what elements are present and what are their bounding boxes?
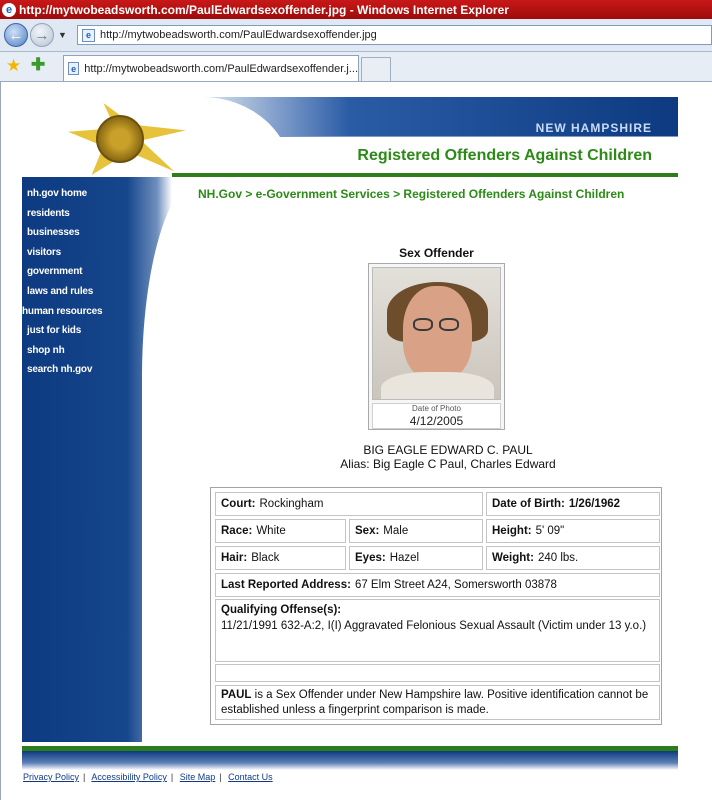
forward-button[interactable]: → (30, 23, 54, 47)
disclaimer-text: is a Sex Offender under New Hampshire law. Positive identification cannot be established unless a fingerprint comparison is made. (221, 689, 649, 716)
sex-cell (349, 519, 483, 543)
window-title: http://mytwobeadsworth.com/PaulEdwardsexoffender.jpg - Windows Internet Explorer (19, 2, 509, 17)
footer-link-accessibility[interactable]: Accessibility Policy (91, 772, 167, 782)
race-value: White (256, 525, 286, 537)
footer-separator: | (219, 772, 222, 782)
new-tab-button[interactable] (361, 57, 391, 81)
offender-info-table (210, 487, 662, 725)
header-divider (172, 173, 678, 177)
offender-name: BIG EAGLE EDWARD C. PAUL (363, 443, 533, 457)
sidebar-item-human-resources[interactable]: human resources (22, 305, 103, 317)
tab-current[interactable] (63, 55, 359, 81)
navigation-bar (0, 19, 712, 52)
sidebar-item-search[interactable]: search nh.gov (27, 364, 93, 376)
mugshot-shirt (381, 372, 494, 400)
address-cell (215, 573, 660, 597)
mugshot-glasses-right (439, 318, 459, 331)
sidebar-item-residents[interactable]: residents (27, 207, 70, 219)
sex-value: Male (383, 525, 409, 537)
footer-link-sitemap[interactable]: Site Map (179, 772, 216, 782)
offender-mugshot (372, 267, 501, 400)
sidebar-item-kids[interactable]: just for kids (27, 325, 82, 337)
court-cell (215, 492, 483, 516)
sidebar-item-visitors[interactable]: visitors (27, 246, 61, 258)
sidebar-item-government[interactable]: government (27, 266, 83, 278)
sidebar-curve (142, 177, 202, 742)
hair-cell (215, 546, 346, 570)
court-label: Court: (221, 498, 256, 510)
sidebar-item-laws[interactable]: laws and rules (27, 285, 94, 297)
sidebar-nav (22, 184, 103, 380)
offender-alias: Alias: Big Eagle C Paul, Charles Edward (340, 457, 556, 471)
dob-value: 1/26/1962 (568, 498, 621, 510)
photo-date: 4/12/2005 (409, 414, 464, 428)
sidebar (22, 177, 172, 742)
sidebar-item-businesses[interactable]: businesses (27, 227, 80, 239)
photo-label: Sex Offender (399, 246, 474, 260)
site-title: Registered Offenders Against Children (357, 147, 652, 164)
back-button[interactable]: ← (4, 23, 28, 47)
photo-date-label: Date of Photo (412, 404, 461, 413)
height-label: Height: (492, 525, 532, 537)
breadcrumb[interactable]: NH.Gov > e-Government Services > Registered Offenders Against Children (198, 187, 625, 201)
eyes-cell (349, 546, 483, 570)
offense-cell (215, 599, 660, 662)
race-cell (215, 519, 346, 543)
eyes-value: Hazel (389, 552, 420, 564)
footer-link-privacy[interactable]: Privacy Policy (23, 772, 80, 782)
height-cell (486, 519, 660, 543)
disclaimer-cell (215, 685, 660, 720)
address-bar[interactable] (77, 25, 712, 45)
offender-photo-block (368, 246, 505, 430)
height-value: 5' 09" (535, 525, 565, 537)
hair-value: Black (251, 552, 280, 564)
hair-label: Hair: (221, 552, 248, 564)
empty-row (215, 664, 660, 682)
footer-separator: | (170, 772, 174, 782)
offense-value: 11/21/1991 632-A:2, I(I) Aggravated Felonious Sexual Assault (Victim under 13 y.o.) (221, 620, 647, 632)
seal-icon (96, 115, 144, 163)
offender-name-block (198, 443, 698, 471)
address-text: http://mytwobeadsworth.com/PaulEdwardsexoffender.jpg (100, 29, 377, 41)
footer-band (22, 746, 678, 770)
sex-label: Sex: (355, 525, 380, 537)
weight-value: 240 lbs. (537, 552, 579, 564)
history-dropdown-icon[interactable]: ▼ (58, 30, 67, 40)
footer-links (23, 772, 273, 782)
address-value: 67 Elm Street A24, Somersworth 03878 (354, 579, 557, 591)
photo-date-box (372, 403, 501, 429)
mugshot-glasses-left (413, 318, 433, 331)
weight-cell (486, 546, 660, 570)
tab-page-icon: e (68, 62, 79, 75)
weight-label: Weight: (492, 552, 534, 564)
footer-separator: | (83, 772, 86, 782)
sidebar-item-shop[interactable]: shop nh (27, 344, 65, 356)
dob-cell (486, 492, 660, 516)
address-label: Last Reported Address: (221, 579, 351, 591)
state-name: NEW HAMPSHIRE (535, 121, 652, 135)
mugshot-face (403, 286, 472, 380)
window-titlebar (0, 0, 712, 19)
race-label: Race: (221, 525, 253, 537)
tab-bar (0, 52, 712, 82)
state-seal-logo[interactable] (68, 103, 186, 175)
page-icon: e (82, 29, 95, 42)
court-value: Rockingham (259, 498, 324, 510)
ie-logo-icon: e (2, 3, 16, 17)
footer-link-contact[interactable]: Contact Us (228, 772, 273, 782)
eyes-label: Eyes: (355, 552, 386, 564)
site-header (22, 97, 678, 177)
photo-frame (368, 263, 505, 430)
add-favorites-icon[interactable]: ✚ (31, 55, 46, 74)
dob-label: Date of Birth: (492, 498, 565, 510)
tab-title: http://mytwobeadsworth.com/PaulEdwardsexoffender.j... (84, 62, 358, 75)
offense-label: Qualifying Offense(s): (221, 604, 342, 616)
favorites-star-icon[interactable]: ★ (6, 56, 22, 75)
sidebar-item-home[interactable]: nh.gov home (27, 188, 88, 199)
disclaimer-name: PAUL (221, 689, 252, 701)
